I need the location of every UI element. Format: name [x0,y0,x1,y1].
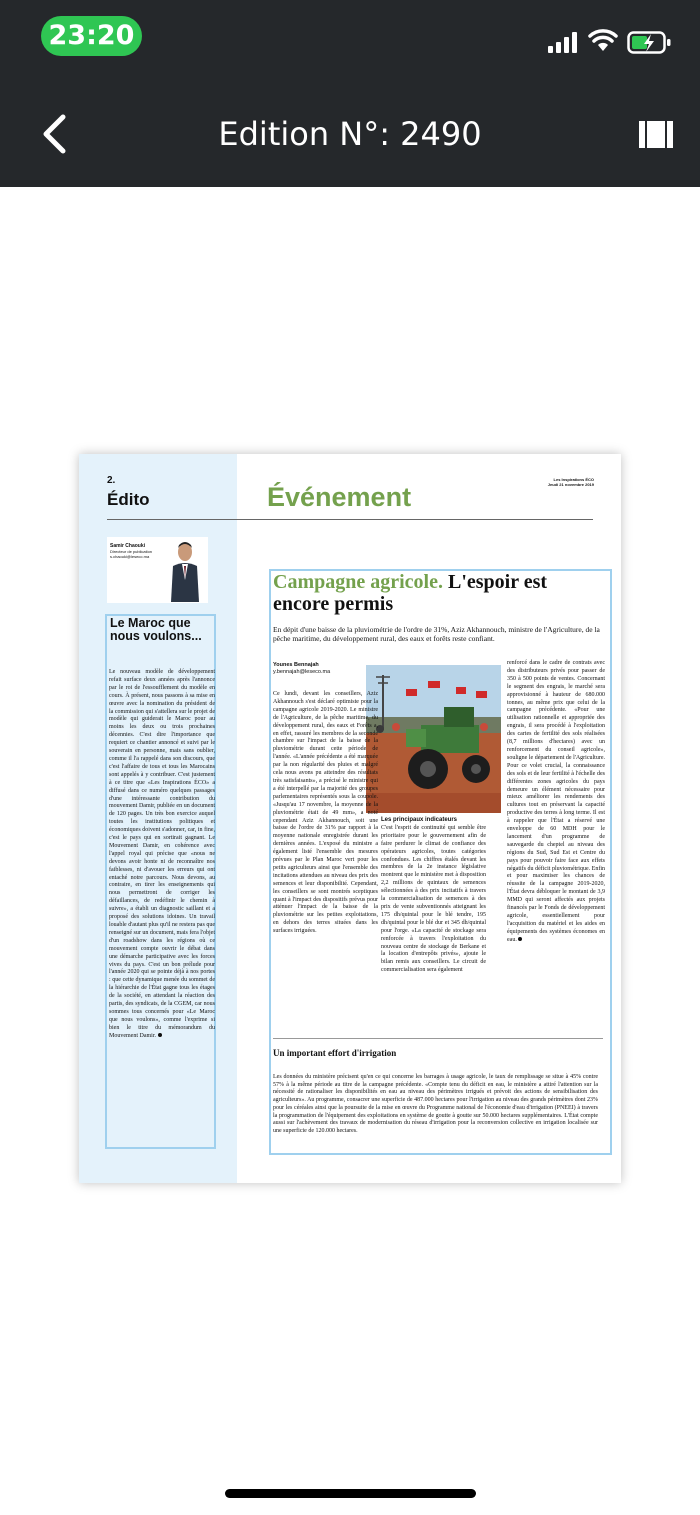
edito-box [105,614,216,1149]
header-rule [107,519,593,520]
newspaper-page[interactable] [79,454,621,1183]
tractor-photo [366,665,501,813]
issue-date: Jeudi 21 novembre 2019 [547,482,594,487]
issue-meta [519,477,594,487]
subsection-heading: Un important effort d'irrigation [273,1048,397,1058]
publication-name: Les Inspirations ÉCO [553,477,594,482]
edition-title: Edition N°: 2490 [218,115,482,153]
column-3-text: renforcé dans le cadre de contrats avec des distributeurs privés pour passer de 350 à 500 points de ventes. Concernant le segment des engrais, le marché sera approvisionné à hauteur de 680.000 tonnes, au même prix que celui de la campagne précédente. «Pour une utilisation rationnelle et appropriée des engrais, il sera procédé à l'exploitation des cartes de fertilité des sols réalisées (8,7 millions d'hectares) avec un renforcement du conseil agricole», souligne le département de l'Agriculture. Pour ce volet crucial, la connaissance des sols et de leur fertilité à l'échelle des différentes zones agricoles du pays demeure un élément nécessaire pour mieux améliorer les rendements des cultures tout en préservant la capacité productive des terres à long terme. Il est à rappeler que l'État a réservé une enveloppe de 60 MDH pour le lancement d'un programme de sauvegarde du cheptel au niveau des régions du Sud, Sud Est et Centre du pays pour pouvoir faire face aux effets négatifs du déficit pluviométrique. Enfin et pour maximiser les chances de réussite de la campagne 2019-2020, l'État devra débloquer le montant de 3,9 MMD qui seront affectés aux projets financés par le Fonds de développement agricole, essentiellement pour l'acquisition du matériel et les aides en équipements des systèmes économes en eau. [507,660,605,943]
wifi-icon [588,28,618,52]
author-card [107,537,208,603]
headline-main: L'espoir est encore permis [273,571,548,615]
signal-icon [548,31,580,53]
edito-section-title: Édito [107,490,150,509]
end-mark-icon [158,1033,162,1037]
end-mark-icon [518,937,522,941]
page-number: 2. [107,475,116,486]
article-headline [273,571,603,615]
edito-column [79,454,237,1183]
article-lead: En dépit d'une baisse de la pluviométrie de l'ordre de 31%, Aziz Akhannouch, ministre de l'Agriculture, de la pêche maritime, du développement rural, des eaux et forêts reste confiant. [273,625,600,643]
author-photo [165,540,205,602]
edito-headline: Le Maroc que nous voulons... [110,616,202,643]
byline [273,662,330,676]
column-2-heading: Les principaux indicateurs [381,817,458,823]
battery-charging-icon [627,30,673,56]
subsection-rule [273,1038,603,1039]
article-column-1: Ce lundi, devant les conseillers, Aziz Akhannouch s'est déclaré optimiste pour la campagne agricole 2019-2020. Le ministre de l'Agriculture, de la pêche maritime, du développement rural, des eaux et Forêts a, en effet, rassuré les membres de la seconde chambre sur l'impact de la baisse de la pluviométrie durant cette période de l'année. «L'année précédente a été marquée par la non régularité des pluies et malgré cela nous avons pu atteindre des résultats très satisfaisants», a précisé le ministre qui a été interpellé par la majorité des groupes parlementaires représentés sous la coupole. «Jusqu'au 17 novembre, la moyenne de la pluviométrie était de 49 mm», a noté cependant Aziz Akhannouch, soit une baisse de l'ordre de 31% par rapport à la moyenne nationale enregistrée durant les dernières années. L'exposé du ministre a également listé l'ensemble des mesures prévues par le Plan Maroc vert pour les petits agriculteurs ainsi que l'ensemble des incitations attendues au niveau des prix des semences et leur disponibilité. Cependant, les conseillers se sont montrés sceptiques quant à l'impact des dispositifs prévus pour atténuer l'impact de la baisse de la pluviométrie sur les petites exploitations, en dehors des terres situées dans les surfaces irriguées. [273,691,378,935]
author-email: s.chaouki@leseco.ma [110,554,150,559]
section-title: Événement [267,482,412,512]
edito-body [109,669,215,1041]
subsection-body: Les données du ministère précisent qu'en ce qui concerne les barrages à usage agricole, le taux de remplissage se situe à 45% contre 57% à la même période au titre de la campagne précédente. «Compte tenu du déficit en eau, le ministère a attiré l'attention sur la nécessité de rationaliser les disponibilités en eau au niveau des périmètres irrigués et prévoit des actions de sensibilisation des agriculteurs». Au programme, consacrer une superficie de 487.000 hectares pour l'irrigation au niveau des grands périmètres dont 23% pour les céréales ainsi que la poursuite de la mise en œuvre du Programme national de l'économie d'eau d'irrigation (PNEEI) à travers la programmation de l'équipement des exploitations en système de goutte à goutte sur 50.000 hectares supplémentaires. L'État compte aussi sur l'achèvement des travaux de modernisation du réseau d'irrigation pour la reconversion collective en irrigation localisée sur une superficie de 120.000 hectares. [273,1074,598,1134]
headline-kicker: Campagne agricole. [273,571,443,593]
author-role: Directeur de publication [110,549,153,554]
top-bar [0,0,700,187]
grid-view-icon[interactable] [639,121,673,148]
byline-email: y.bennajah@leseco.ma [273,669,331,675]
status-time: 23:20 [41,16,142,56]
author-name: Samir Chaouki [110,543,146,549]
home-indicator[interactable] [225,1489,476,1498]
edito-text: Le nouveau modèle de développement refait surface deux années après l'annonce par le roi de l'essoufflement du modèle en cours. À présent, nous passons à sa mise en œuvre avec la nomination du président de la commission qui s'attellera sur le projet de modèle qui guiderait le Maroc pour au moins les deux ou trois prochaines décennies. C'est dire l'importance que requiert ce chantier annoncé et suivi par le souverain en personne, mais sans oublier, comme il l'a rappelé dans son discours, que c'est l'affaire de tous et tous les Marocains sont appelés à y contribuer. C'est justement à ce titre que «Les Inspirations ÉCO» a diffusé dans ce numéro quelques passages d'une intéressante contribution du mouvement Damir, publiée en un document de 120 pages. Un très bon exercice auquel toutes les institutions politiques et économiques doivent s'adonner, car, in fine, c'est le pays qui en sortirait gagnant. Le Mouvement Damir, en cohérence avec l'appel royal qui précise que «nous ne devons avoir honte ni de reconnaître nos faiblesses, ni d'avouer les erreurs qui ont entaché notre parcours. Nous devons, au contraire, en tirer les enseignements qui nous permettront de corriger les défaillances, de redéfinir le chemin à suivre», a établi un diagnostic saillant et a proposé des solutions idoines. Un travail louable d'autant plus qu'il ne restera pas que renseigné sur un document, mais fera l'objet d'un roadshow dans les régions où ce mouvement compte ouvrir le débat dans une démarche participative avec les forces vives du pays. C'est un bon prélude pour l'année 2020 qui se pointe déjà à nos portes : que cette dynamique menée du sommet de la hiérarchie de l'État gagne tous les étages de la société, en attendant la réaction des partis, des syndicats, de la CGEM, car nous sommes tous concernés pour «Le Maroc que nous voulons», comme l'exprime si bien le titre du mémorandum du Mouvement Damir. [109,669,215,1039]
column-2-text: C'est l'esprit de continuité qui semble être prioritaire pour le gouvernement afin de faire perdurer le climat de confiance des opérateurs agricoles, toutes catégories confondues. Les chiffres étalés devant les membres de la 2e instance législative montrent que le ministère met à disposition 2,2 millions de quintaux de semences sélectionnées à des prix incitatifs à travers la commercialisation de semences à des prix de vente subventionnés atteignant les 175 dh/quintal pour le blé tendre, 195 dh/quintal pour le blé dur et 345 dh/quintal pour l'orge. «La capacité de stockage sera renforcée à travers l'exploitation du nouveau centre de stockage de Berkane et la location d'entrepôts privés», ajoute le bilan remis aux conseillers. Le circuit de commercialisation sera également [381,824,486,974]
byline-name: Younes Bennajah [273,662,319,668]
article-column-2 [381,817,486,975]
article-column-3 [507,660,605,945]
article [269,569,612,1155]
